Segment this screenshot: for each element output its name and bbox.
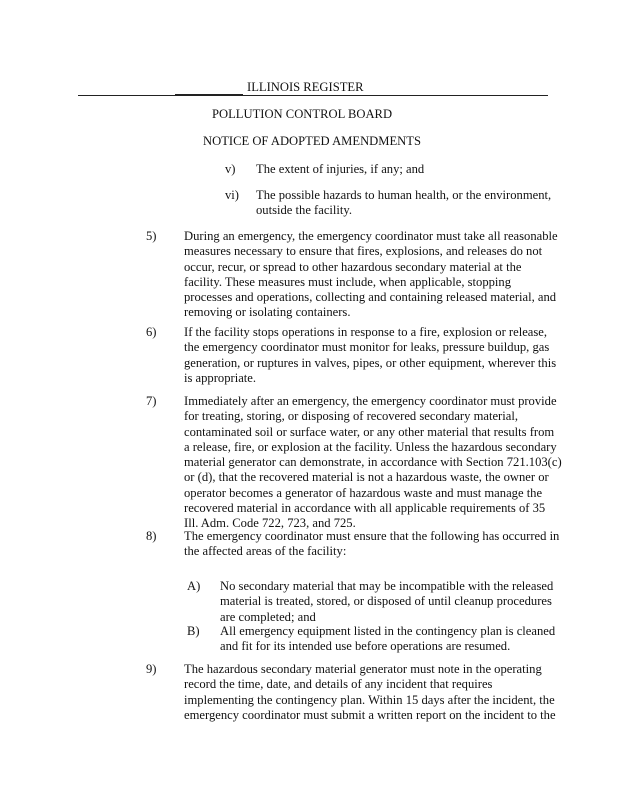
paragraph-line: outside the facility.	[256, 203, 353, 218]
item-number: vi)	[225, 188, 239, 202]
paragraph-line: record the time, date, and details of any incident that requires	[184, 677, 493, 692]
paragraph-line: for treating, storing, or disposing of recovered secondary material,	[184, 409, 518, 424]
item-paragraph	[184, 529, 559, 560]
paragraph-line: or (d), that the recovered material is not a hazardous waste, the owner or	[184, 470, 549, 485]
item-paragraph	[256, 162, 424, 177]
item-number: 5)	[146, 229, 157, 243]
item-paragraph	[184, 394, 562, 532]
header-rule-accent	[175, 94, 243, 96]
paragraph-line: the affected areas of the facility:	[184, 544, 347, 559]
paragraph-line: If the facility stops operations in response to a fire, explosion or release,	[184, 325, 548, 339]
paragraph-line: removing or isolating containers.	[184, 305, 351, 320]
item-paragraph	[256, 188, 551, 219]
item-number: 8)	[146, 529, 157, 543]
paragraph-line: processes and operations, collecting and containing released material, and	[184, 290, 557, 305]
header-rule	[78, 95, 548, 96]
paragraph-line: recovered material in accordance with all applicable requirements of 35	[184, 501, 546, 516]
paragraph-line: a release, fire, or explosion at the facility. Unless the hazardous secondary	[184, 439, 557, 454]
paragraph-line: material generator can demonstrate, in accordance with Section 721.103(c)	[184, 455, 562, 470]
paragraph-line: occur, recur, or spread to other hazardous secondary material at the	[184, 259, 522, 274]
paragraph-line: measures necessary to ensure that fires, explosions, and releases do not	[184, 244, 543, 259]
paragraph-line: generation, or ruptures in valves, pipes, or other equipment, wherever this	[184, 355, 557, 370]
paragraph-line: contaminated soil or surface water, or any other material that results from	[184, 424, 555, 439]
paragraph-line: operator becomes a generator of hazardous waste and must manage the	[184, 485, 543, 500]
paragraph-line: No secondary material that may be incompatible with the released	[220, 579, 554, 593]
paragraph-line: the emergency coordinator must monitor for leaks, pressure buildup, gas	[184, 340, 550, 355]
item-paragraph	[220, 579, 553, 625]
paragraph-line: material is treated, stored, or disposed of until cleanup procedures	[220, 594, 552, 609]
paragraph-line: The possible hazards to human health, or the environment,	[256, 188, 552, 202]
paragraph-line: facility. These measures must include, when applicable, stopping	[184, 274, 512, 289]
paragraph-line: During an emergency, the emergency coordinator must take all reasonable	[184, 229, 558, 243]
paragraph-line: are completed; and	[220, 609, 316, 624]
paragraph-line: and fit for its intended use before operations are resumed.	[220, 639, 511, 654]
paragraph-line: implementing the contingency plan. Within 15 days after the incident, the	[184, 692, 555, 707]
item-number: B)	[187, 624, 200, 638]
paragraph-line: The extent of injuries, if any; and	[256, 162, 425, 176]
paragraph-line: Ill. Adm. Code 722, 723, and 725.	[184, 516, 356, 531]
paragraph-line: Immediately after an emergency, the emergency coordinator must provide	[184, 394, 557, 408]
item-paragraph	[184, 229, 558, 321]
paragraph-line: is appropriate.	[184, 370, 257, 385]
item-number: 9)	[146, 662, 157, 676]
item-paragraph	[220, 624, 555, 655]
paragraph-line: The hazardous secondary material generator must note in the operating	[184, 662, 542, 676]
paragraph-line: emergency coordinator must submit a written report on the incident to the	[184, 707, 556, 722]
register-title: ILLINOIS REGISTER	[247, 80, 364, 94]
board-title: POLLUTION CONTROL BOARD	[212, 107, 393, 121]
notice-title: NOTICE OF ADOPTED AMENDMENTS	[203, 134, 421, 148]
item-number: 6)	[146, 325, 157, 339]
item-number: 7)	[146, 394, 157, 408]
item-paragraph	[184, 662, 556, 723]
item-number: v)	[225, 162, 236, 176]
paragraph-line: All emergency equipment listed in the contingency plan is cleaned	[220, 624, 556, 638]
item-number: A)	[187, 579, 201, 593]
item-paragraph	[184, 325, 556, 386]
paragraph-line: The emergency coordinator must ensure that the following has occurred in	[184, 529, 560, 543]
